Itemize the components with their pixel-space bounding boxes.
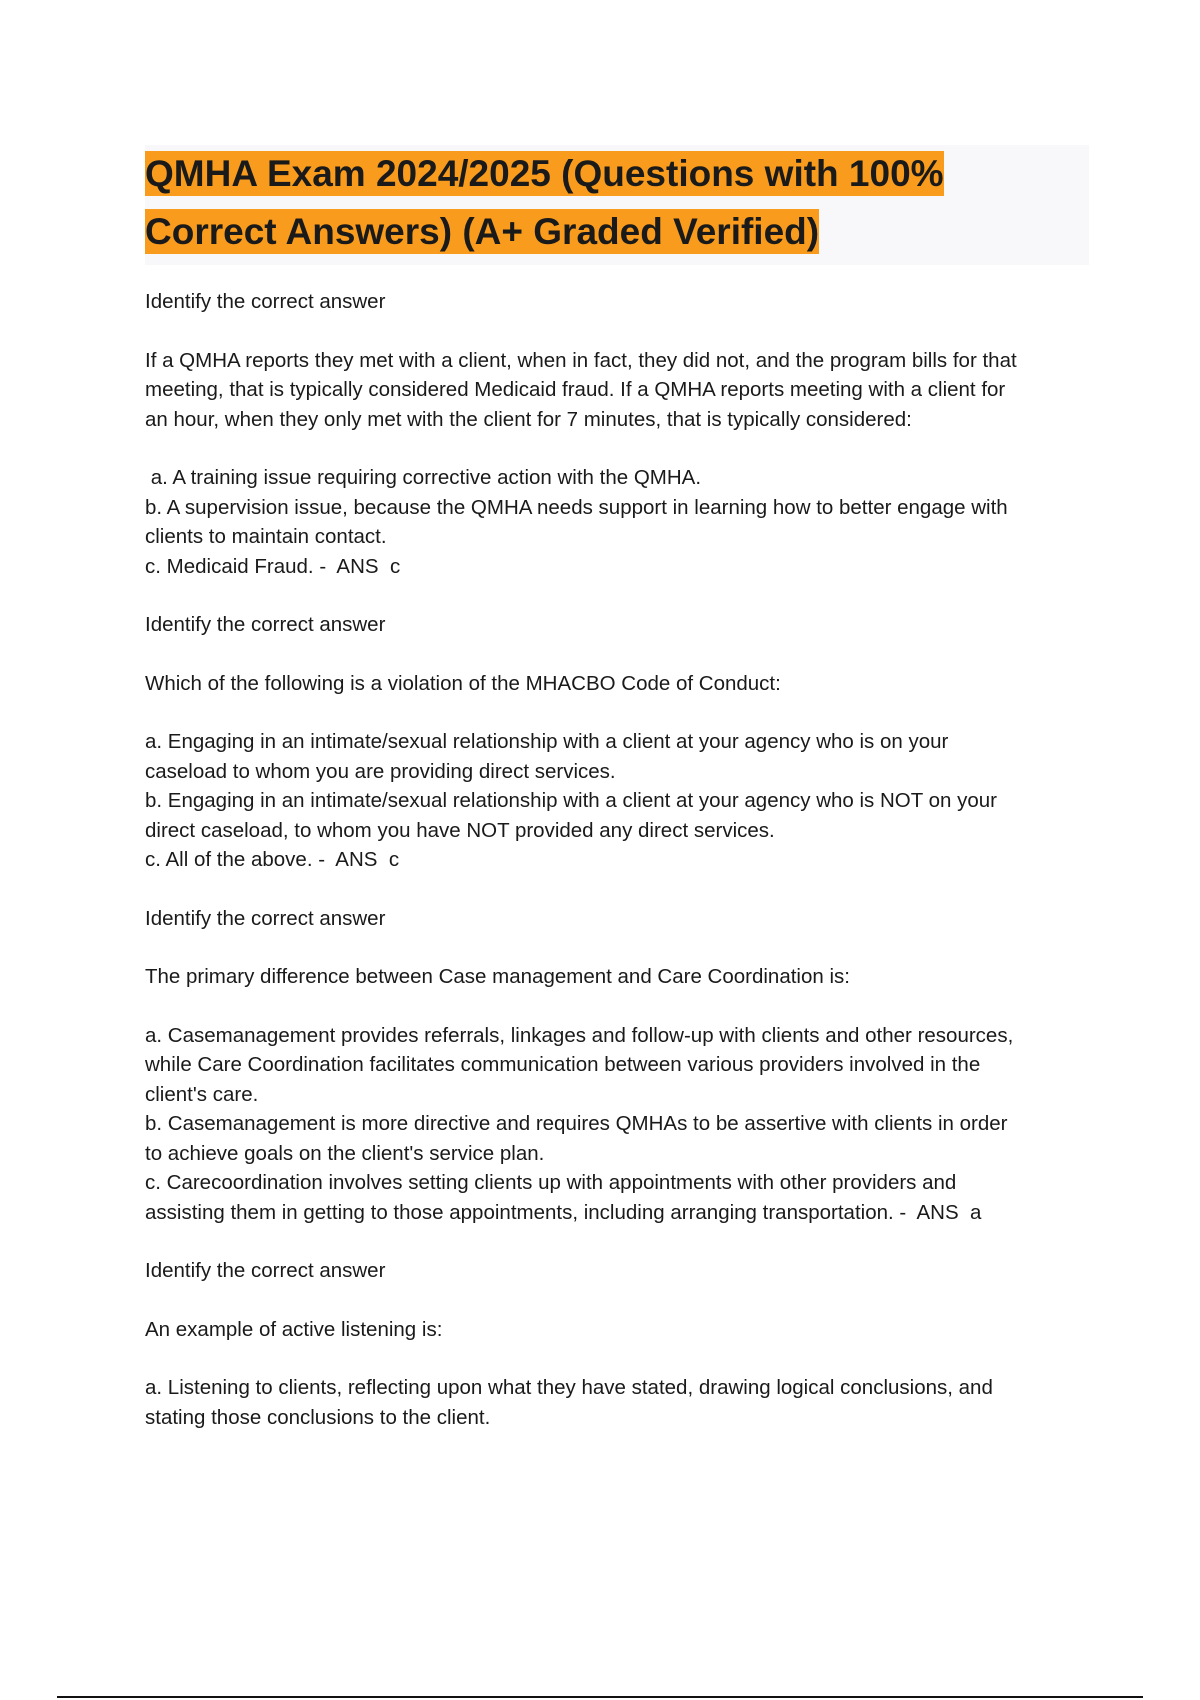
question-block	[145, 1256, 1095, 1432]
question-stem-line: If a QMHA reports they met with a client, when in fact, they did not, and the program bills for that	[145, 348, 1017, 372]
question-block	[145, 904, 1095, 1228]
answer-option-line: b. Casemanagement is more directive and requires QMHAs to be assertive with clients in order	[145, 1112, 1008, 1135]
answer-option-line: while Care Coordination facilitates communication between various providers involved in the	[145, 1053, 981, 1076]
answer-option-line: stating those conclusions to the client.	[145, 1405, 491, 1429]
title-line-2: Correct Answers) (A+ Graded Verified)	[145, 211, 820, 252]
questions-body	[145, 287, 1095, 1432]
question-stem-line: an hour, when they only met with the client for 7 minutes, that is typically considered:	[145, 407, 912, 431]
answer-option-line: c. Carecoordination involves setting clients up with appointments with other providers and	[145, 1171, 957, 1194]
answer-option-line: to achieve goals on the client's service plan.	[145, 1141, 545, 1165]
question-stem-line: meeting, that is typically considered Medicaid fraud. If a QMHA reports meeting with a client for	[145, 378, 1006, 401]
answer-option-line: a. Casemanagement provides referrals, linkages and follow-up with clients and other resources,	[145, 1023, 1014, 1047]
question-stem-line: Which of the following is a violation of the MHACBO Code of Conduct:	[145, 671, 781, 695]
title-block	[145, 145, 1089, 265]
answer-option-line: b. A supervision issue, because the QMHA needs support in learning how to better engage with	[145, 495, 1008, 519]
answer-option-line: a. Listening to clients, reflecting upon what they have stated, drawing logical conclusions, and	[145, 1376, 993, 1399]
answer-option-line: c. Medicaid Fraud. - ANS c	[145, 554, 401, 578]
answer-option-line: caseload to whom you are providing direct services.	[145, 759, 616, 783]
document-title	[145, 145, 1089, 261]
question-instruction: Identify the correct answer	[145, 290, 386, 313]
answer-option-line: direct caseload, to whom you have NOT provided any direct services.	[145, 818, 775, 842]
question-instruction: Identify the correct answer	[145, 906, 386, 930]
question-stem-line: An example of active listening is:	[145, 1317, 443, 1341]
answer-option-line: client's care.	[145, 1082, 259, 1106]
question-block	[145, 610, 1095, 875]
answer-option-line: b. Engaging in an intimate/sexual relationship with a client at your agency who is NOT on your	[145, 789, 997, 812]
answer-option-line: assisting them in getting to those appointments, including arranging transportation. - ANS a	[145, 1200, 982, 1224]
question-stem-line: The primary difference between Case management and Care Coordination is:	[145, 965, 850, 988]
answer-option-line: clients to maintain contact.	[145, 525, 387, 548]
title-line-1: QMHA Exam 2024/2025 (Questions with 100%	[145, 153, 944, 194]
answer-option-line: a. Engaging in an intimate/sexual relationship with a client at your agency who is on your	[145, 730, 949, 753]
answer-option-line: a. A training issue requiring corrective action with the QMHA.	[145, 466, 702, 489]
question-block	[145, 287, 1095, 581]
answer-option-line: c. All of the above. - ANS c	[145, 848, 400, 871]
footer-divider	[57, 1696, 1143, 1698]
question-instruction: Identify the correct answer	[145, 1259, 386, 1282]
question-instruction: Identify the correct answer	[145, 613, 386, 636]
